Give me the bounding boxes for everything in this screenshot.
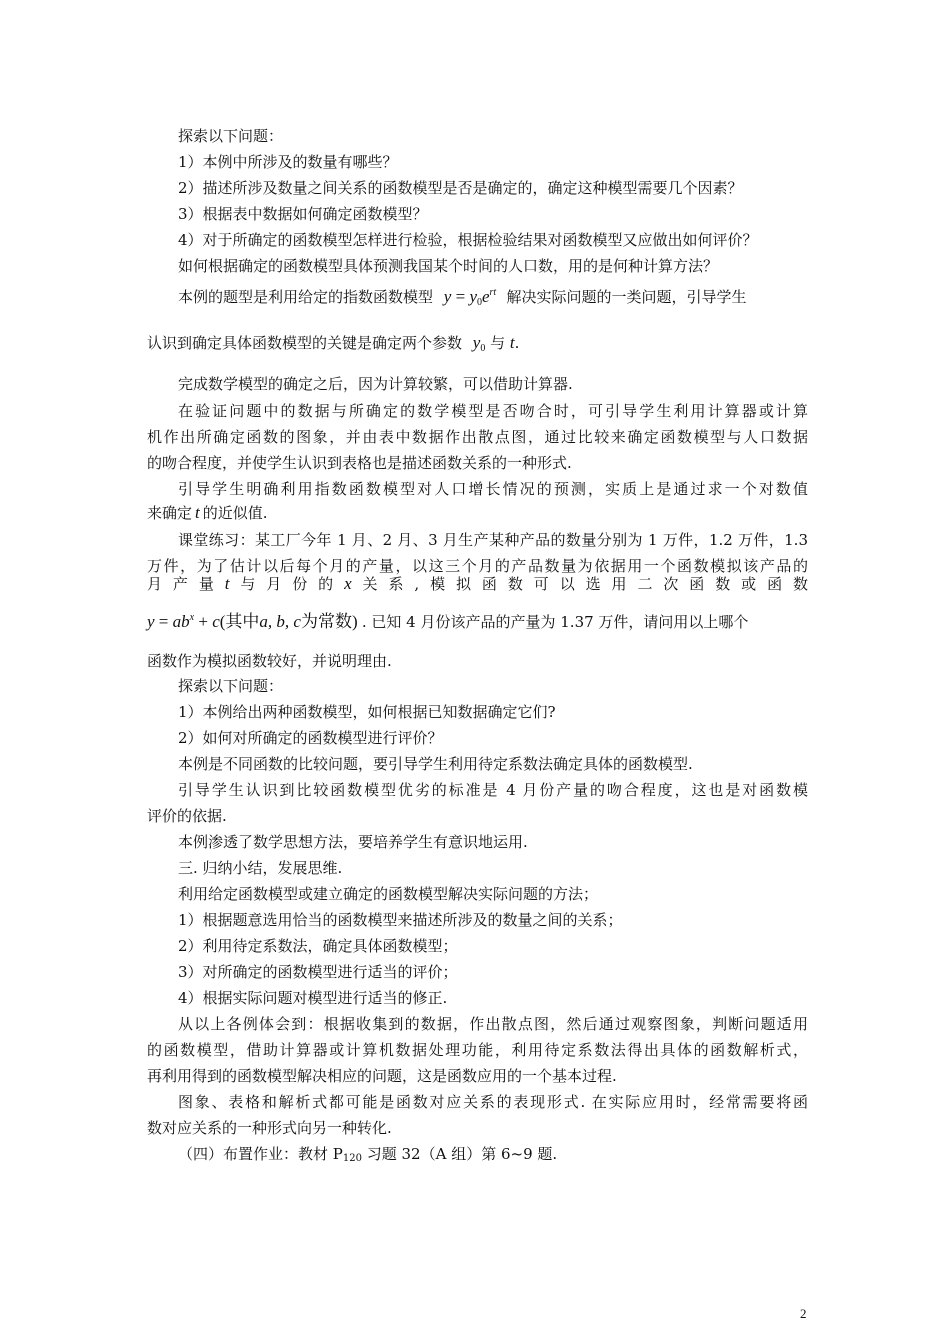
step-1: 1）根据题意选用恰当的函数模型来描述所涉及的数量之间的关系；	[178, 911, 623, 929]
key-mid: 与	[485, 334, 510, 352]
l3-char: 二	[637, 575, 653, 593]
question-4: 4）对于所确定的函数模型怎样进行检验，根据检验结果对函数模型又应做出如何评价？	[178, 231, 758, 249]
question-5: 如何根据确定的函数模型具体预测我国某个时间的人口数，用的是何种计算方法？	[178, 257, 719, 275]
criteria-line-1: 引导学生认识到比较函数模型优劣的标准是 4 月份产量的吻合程度，这也是对函数模	[178, 781, 808, 799]
steps-intro: 利用给定函数模型或建立确定的函数模型解决实际问题的方法；	[178, 885, 599, 903]
section-3-heading: 三. 归纳小结，发展思维.	[178, 859, 343, 877]
ef-c: c	[212, 612, 220, 631]
explore2-q1: 1）本例给出两种函数模型，如何根据已知数据确定它们?	[178, 703, 556, 721]
predict-before: 来确定	[147, 504, 193, 522]
exponential-formula	[444, 287, 501, 306]
intro-before: 本例的题型是利用给定的指数函数模型	[178, 288, 434, 306]
step-4: 4）根据实际问题对模型进行适当的修正.	[178, 989, 448, 1007]
ef-y: y	[147, 612, 155, 631]
exercise-line-5: 函数作为模拟函数较好，并说明理由.	[147, 652, 392, 670]
param-y0	[473, 333, 486, 352]
homework-before: （四）布置作业：教材 P	[178, 1145, 343, 1163]
explore-heading: 探索以下问题：	[178, 127, 284, 145]
l3-char: 产	[172, 575, 188, 593]
l3-char: ,	[414, 575, 420, 593]
method-paragraph: 本例渗透了数学思想方法，要培养学生有意识地运用.	[178, 833, 528, 851]
l3-char: 以	[559, 575, 575, 593]
summary-line-2: 的函数模型，借助计算器或计算机数据处理功能，利用待定系数法得出具体的函数解析式，	[147, 1041, 808, 1059]
formula-y: y	[443, 287, 452, 306]
exercise-line-3	[147, 574, 808, 594]
intro-after: 解决实际问题的一类问题，引导学生	[506, 288, 747, 306]
summary-line-3: 再利用得到的函数模型解决相应的问题，这是函数应用的一个基本过程.	[147, 1067, 617, 1085]
l3-char: 与	[240, 575, 256, 593]
l3-char: 月	[266, 575, 282, 593]
l3-char: 系	[388, 575, 404, 593]
verify-line-2: 机作出所确定函数的图象，并由表中数据作出散点图，通过比较来确定函数模型与人口数据	[147, 428, 808, 446]
formula-eq: =	[451, 287, 470, 306]
exercise-after-formula: . 已知 4 月份该产品的产量为 1.37 万件，请问用以上哪个	[361, 613, 749, 631]
l3-char: 选	[585, 575, 601, 593]
l3-char: 的	[318, 575, 334, 593]
formula-exponent: rt	[489, 287, 497, 298]
param-t: t	[509, 333, 515, 352]
l3-char: 数	[507, 575, 523, 593]
intro-paragraph	[178, 283, 746, 313]
homework-after: 习题 32（A 组）第 6~9 题.	[361, 1145, 558, 1163]
var-t: t	[224, 574, 230, 593]
formula-e: e	[481, 287, 490, 306]
step-3: 3）对所确定的函数模型进行适当的评价；	[178, 963, 458, 981]
l3-char: 数	[715, 575, 731, 593]
l3-char: 可	[533, 575, 549, 593]
param-y0-letter: y	[472, 333, 481, 352]
predict-line-2	[147, 503, 268, 523]
l3-char: 拟	[456, 575, 472, 593]
l3-char: 月	[147, 575, 163, 593]
predict-var-t: t	[195, 503, 200, 522]
exercise-line-4	[147, 608, 748, 632]
l3-char: 函	[767, 575, 783, 593]
l3-char: 用	[611, 575, 627, 593]
ef-ab: ab	[172, 612, 190, 631]
explore2-q2: 2）如何对所确定的函数模型进行评价？	[178, 729, 443, 747]
key-end: .	[514, 334, 520, 352]
homework-line	[178, 1144, 557, 1169]
verify-line-3: 的吻合程度，并使学生认识到表格也是描述函数关系的一种形式.	[147, 454, 572, 472]
question-2: 2）描述所涉及数量之间关系的函数模型是否是确定的，确定这种模型需要几个因素？	[178, 179, 743, 197]
question-3: 3）根据表中数据如何确定函数模型？	[178, 205, 428, 223]
summary-line-1: 从以上各例体会到：根据收集到的数据，作出散点图，然后通过观察图象，判断问题适用	[178, 1015, 808, 1033]
homework-page-sub: 120	[342, 1153, 362, 1164]
question-1: 1）本例中所涉及的数量有哪些？	[178, 153, 398, 171]
step-2: 2）利用待定系数法，确定具体函数模型；	[178, 937, 458, 955]
key-parameters	[147, 333, 519, 359]
l3-char: 函	[689, 575, 705, 593]
l3-char: 函	[481, 575, 497, 593]
l3-char: 关	[362, 575, 378, 593]
exercise-line-2: 万件，为了估计以后每个月的产量，以这三个月的产品数量为依据用一个函数模拟该产品的	[147, 557, 808, 575]
l3-char: 量	[198, 575, 214, 593]
ef-paren-open: (	[219, 612, 226, 631]
l3-char: 份	[292, 575, 308, 593]
formula-y0-sub: 0	[476, 297, 482, 308]
predict-line-1: 引导学生明确利用指数函数模型对人口增长情况的预测，实质上是通过求一个对数值	[178, 480, 808, 498]
formula-y0: y	[469, 287, 477, 306]
ef-eq: =	[154, 612, 173, 631]
criteria-line-2: 评价的依据.	[147, 807, 227, 825]
l3-char: 或	[741, 575, 757, 593]
predict-after: 的近似值.	[202, 504, 268, 522]
forms-line-1: 图象、表格和解析式都可能是函数对应关系的表现形式. 在实际应用时，经常需要将函	[178, 1093, 808, 1111]
ef-vars: a, b, c	[259, 612, 301, 631]
ef-x: x	[189, 612, 195, 623]
explore2-heading: 探索以下问题：	[178, 677, 284, 695]
calc-paragraph: 完成数学模型的确定之后，因为计算较繁，可以借助计算器.	[178, 375, 573, 393]
page-number: 2	[800, 1306, 807, 1321]
explore2-note: 本例是不同函数的比较问题，要引导学生利用待定系数法确定具体的函数模型.	[178, 755, 693, 773]
ef-paren-close: )	[351, 612, 358, 631]
exercise-formula	[147, 612, 362, 631]
l3-char: 次	[663, 575, 679, 593]
forms-line-2: 数对应关系的一种形式向另一种转化.	[147, 1119, 392, 1137]
var-x: x	[344, 574, 352, 593]
l3-char: 数	[792, 575, 808, 593]
ef-note: 其中	[225, 612, 260, 632]
key-before: 认识到确定具体函数模型的关键是确定两个参数	[147, 334, 463, 352]
ef-plus: +	[194, 612, 213, 631]
param-y0-sub: 0	[480, 343, 486, 354]
l3-char: 模	[430, 575, 446, 593]
exercise-line-1: 课堂练习：某工厂今年 1 月、2 月、3 月生产某种产品的数量分别为 1 万件，1.2 万件，1.3	[178, 531, 808, 549]
verify-line-1: 在验证问题中的数据与所确定的数学模型是否吻合时，可引导学生利用计算器或计算	[178, 402, 808, 420]
ef-note2: 为常数	[300, 612, 352, 632]
